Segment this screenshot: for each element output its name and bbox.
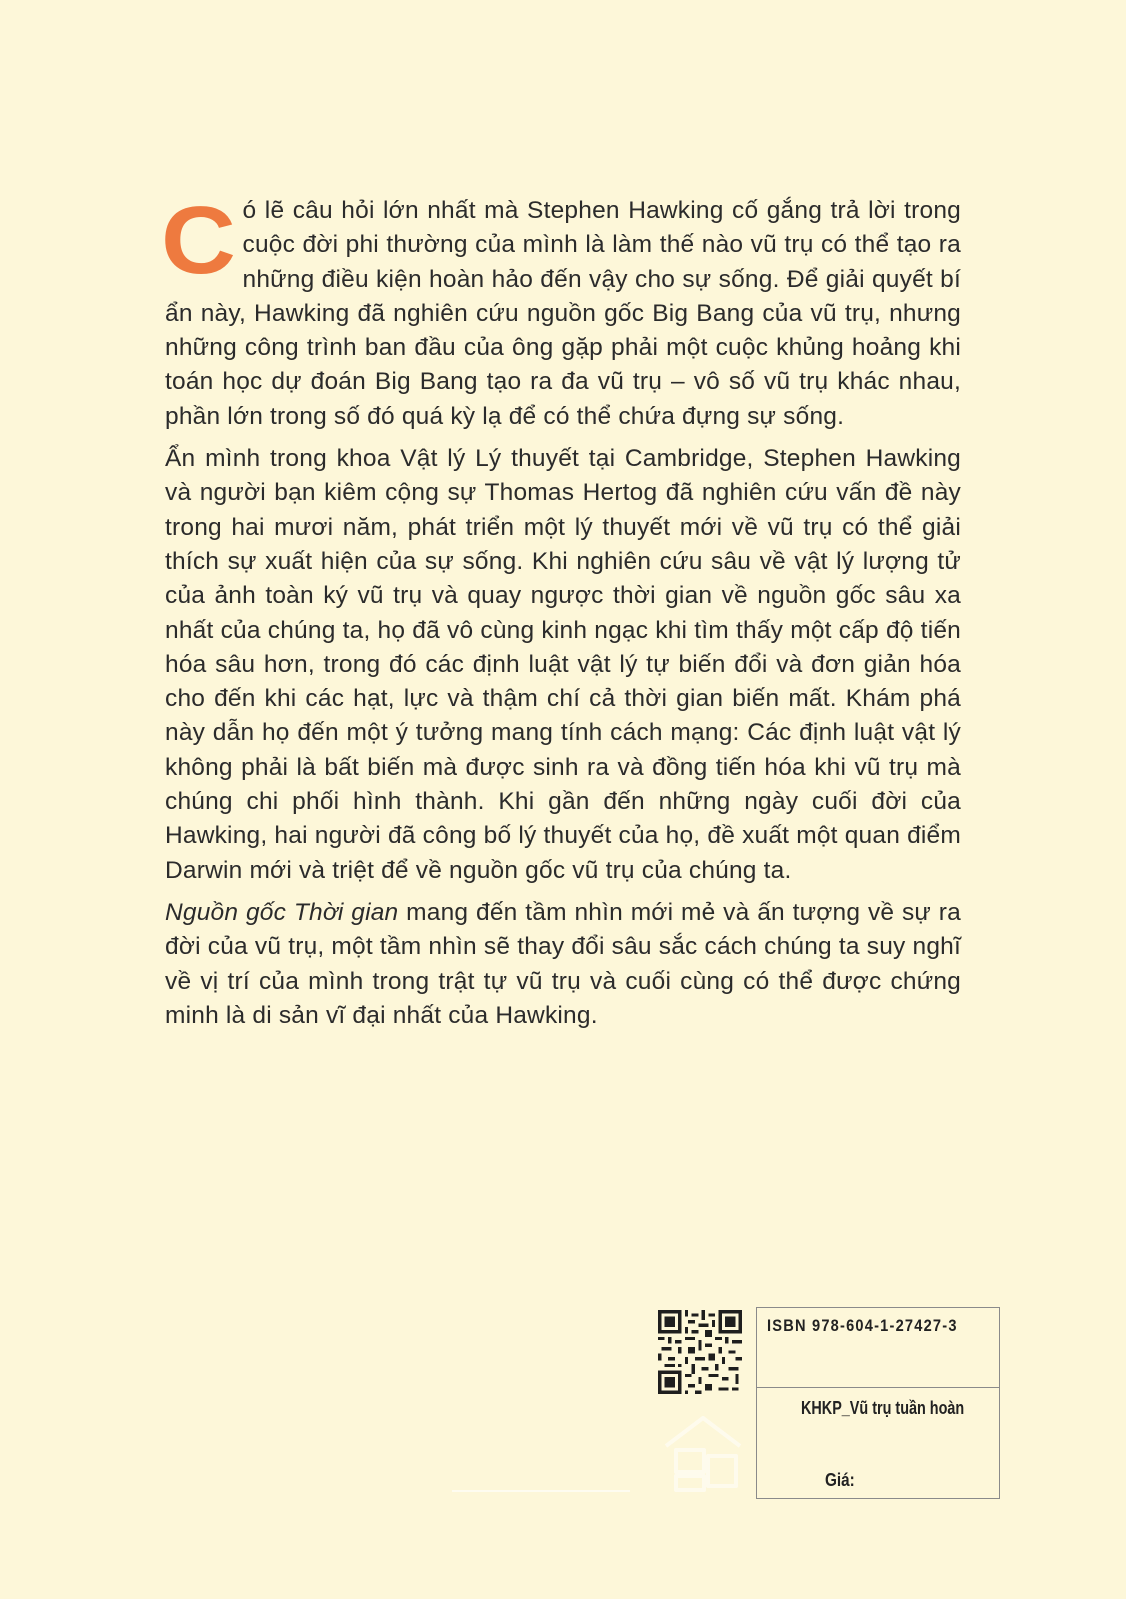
isbn-section bbox=[757, 1308, 999, 1388]
price-label: Giá: bbox=[825, 1470, 855, 1490]
blurb-paragraph-2: Ẩn mình trong khoa Vật lý Lý thuyết tại Cambridge, Stephen Hawking và người bạn kiêm cộng sự Thomas Hertog đã nghiên cứu vấn đề này trong hai mươi năm, phát triển một lý thuyết mới về vũ trụ có thể giải thích sự xuất hiện của sự sống. Khi nghiên cứu sâu về vật lý lượng tử của ảnh toàn ký vũ trụ và quay ngược thời gian về nguồn gốc sâu xa nhất của chúng ta, họ đã vô cùng kinh ngạc khi tìm thấy một cấp độ tiến hóa sâu hơn, trong đó các định luật vật lý tự biến đổi và đơn giản hóa cho đến khi các hạt, lực và thậm chí cả thời gian biến mất. Khám phá này dẫn họ đến một ý tưởng mang tính cách mạng: Các định luật vật lý không phải là bất biến mà được sinh ra và đồng tiến hóa khi vũ trụ mà chúng chi phối hình thành. Khi gần đến những ngày cuối đời của Hawking, hai người đã công bố lý thuyết của họ, đề xuất một quan điểm Darwin mới và triệt để về nguồn gốc vũ trụ của chúng ta. bbox=[165, 445, 961, 884]
product-code: KHKP_Vũ trụ tuần hoàn bbox=[801, 1398, 965, 1418]
back-cover-blurb bbox=[161, 187, 961, 1041]
blurb-paragraph-1-text: ó lẽ câu hỏi lớn nhất mà Stephen Hawking cố gắng trả lời trong cuộc đời phi thường của mình là làm thế nào vũ trụ có thể tạo ra những điều kiện hoàn hảo đến vậy cho sự sống. Để giải quyết bí ẩn này, Hawking đã nghiên cứu nguồn gốc Big Bang của vũ trụ, nhưng những công trình ban đầu của ông gặp phải một cuộc khủng hoảng khi toán học dự đoán Big Bang tạo ra đa vũ trụ – vô số vũ trụ khác nhau, phần lớn trong số đó quá kỳ lạ để có thể chứa đựng sự sống. bbox=[165, 197, 961, 430]
book-title-italic: Nguồn gốc Thời gian bbox=[165, 898, 399, 926]
publisher-watermark-icon bbox=[660, 1412, 746, 1496]
qr-code-icon bbox=[658, 1310, 742, 1394]
drop-cap: C bbox=[161, 187, 237, 294]
isbn-price-box bbox=[756, 1307, 1000, 1499]
isbn-number: ISBN 978-604-1-27427-3 bbox=[767, 1316, 958, 1335]
blurb-paragraph-1 bbox=[161, 187, 961, 434]
blurb-paragraph-3 bbox=[165, 896, 961, 1033]
watermark-caption-line bbox=[452, 1490, 630, 1492]
blurb-paragraph-3-text: mang đến tầm nhìn mới mẻ và ấn tượng về sự ra đời của vũ trụ, một tầm nhìn sẽ thay đổi sâu sắc cách chúng ta suy nghĩ về vị trí của mình trong trật tự vũ trụ và cuối cùng có thể được chứng minh là di sản vĩ đại nhất của Hawking. bbox=[165, 898, 961, 1029]
